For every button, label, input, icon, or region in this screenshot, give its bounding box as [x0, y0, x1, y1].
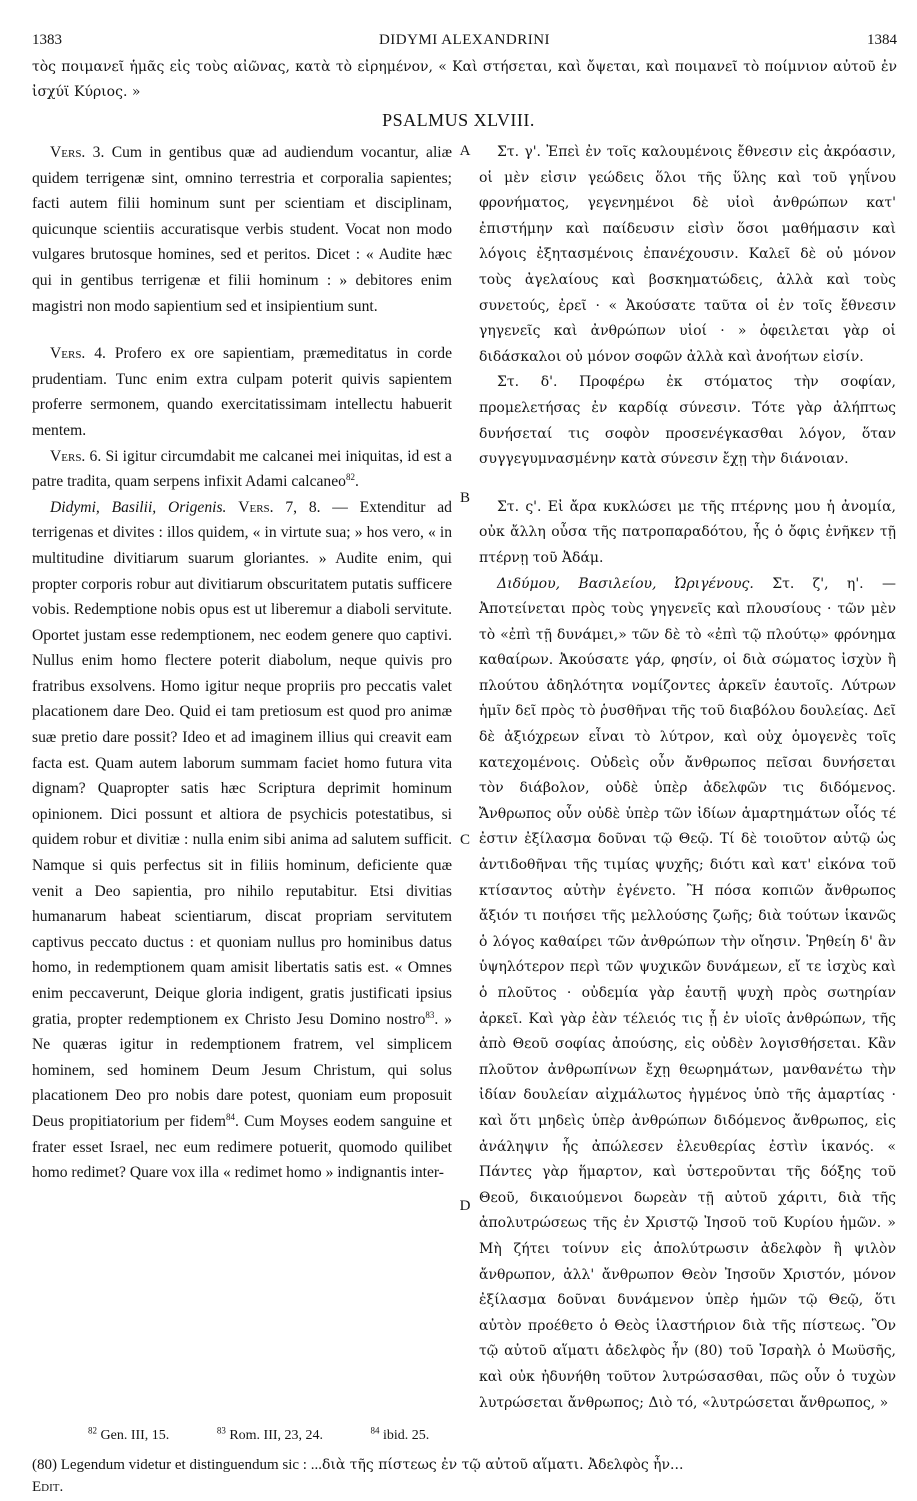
continuation-greek-text: τὸς ποιμανεῖ ἡμᾶς εἰς τοὺς αἰῶνας, κατὰ τὸ εἰρημένον, « Καὶ στήσεται, καὶ ὄψεται, καὶ ποιμανεῖ τὸ ποίμνιον αὐτοῦ ἐν ἰσχύϊ Κύριος. » [32, 59, 897, 100]
authors-label: Didymi, Basilii, Origenis. [50, 498, 227, 516]
greek-verse-3 [479, 140, 896, 370]
footnote-reference: ibid. 25. [383, 1428, 430, 1443]
latin-verse-7-8 [32, 495, 452, 1186]
verse-text: Ἐπεὶ ἐν τοῖς καλουμένοις ἔθνεσιν εἰς ἀκρόασιν, οἱ μὲν εἰσιν γεώδεις ὅλοι τῆς ὕλης καὶ τοῦ γηΐνου φρονήματος, γεγενημένοι δὲ υἱοὶ ἀνθρώπων κατ' ἐπιστήμην καὶ παίδευσιν εἰσὶν ὅσοι μαθήμασιν καὶ λόγοις ἐξητασμένοις ἐπανέχουσιν. Καλεῖ δὲ οὐ μόνον τοὺς ἀγελαίους καὶ βοσκηματώδεις, ἀλλὰ καὶ τοὺς συνετούς, ἐρεῖ · « Ἀκούσατε ταῦτα οἱ ἐν τοῖς ἔθνεσιν γηγενεῖς καὶ ἀνθρώπων υἱοί · » ὀφειλεται γὰρ οἱ διδάσκαλοι οὐ μόνον σοφῶν ἀλλὰ καὶ ἀνοήτων εἰσίν. [479, 144, 897, 365]
margin-letter-a: A [459, 143, 471, 159]
verse-label: Στ. δ'. [497, 374, 558, 391]
verse-text: — Extenditur ad terrigenas et divites : illos quidem, « in virtute sua; » hos vero, « in multitudine divitiarum suarum gloriantes. » Audite enim, qui propter corporis robur aut divitiarum obscuritatem putatis sufficere vobis. Redemptione nobis opus est ut liberemur a diaboli servitute. Oportet justam esse redemptionem, nec eodem genere quo captivi. Nullus enim homo flectere poterit diabolum, neque quivis pro fratribus exsolvens. Homo igitur neque propriis pro peccatis valet placationem dare Deo. Quid ei tam pretiosum est quod pro animæ suæ pretio dare possit? Ideo et ad imaginem illius qui creavit eam facta est. Quam autem laborum summam faciet homo futura vita dignam? Quapropter satis hæc Scriptura deprimit hominum opinionem. Dici possunt et altiora de psychicis potestatibus, si quidem robur et divitiæ : nulla enim sibi anima ad salutem sufficit. Namque si quis perfectus sit in filiis hominum, deficiente quæ venit a Deo sapientia, pro nihilo reputabitur. Etsi divitias humanarum habeat scientiarum, discat propriam servitutem captivus peccato ductus : et quoniam nullus pro hominibus datus homo, in redemptionem quam amisit libertatis satis est. « Omnes enim peccaverunt, Deique gloria indigent, gratis justificati ipsius gratia, propter redemptionem ex Christo Jesu Domino nostro [32, 498, 452, 1028]
verse-text: Εἰ ἄρα κυκλώσει με τῆς πτέρνης μου ἡ ἀνομία, οὐκ ἄλλη οὖσα τῆς πατροπαραδότου, ἧς ὁ ὄφις ἐνῆκεν τῇ πτέρνῃ τοῦ Ἀδάμ. [479, 498, 897, 566]
greek-column [479, 140, 896, 1416]
greek-verse-6 [479, 495, 896, 572]
verse-label: Vers. 7, 8. [238, 498, 321, 516]
authors-label: Διδύμου, Βασιλείου, Ὠριγένους. [497, 575, 754, 592]
verse-text: Profero ex ore sapientiam, præmeditatus in corde prudentiam. Tunc enim extra culpam poterit quivis sapientem proferre sermonem, quando exercitatissimam intellectu habuerit mentem. [32, 345, 452, 439]
verse-label: Vers. 6. [50, 447, 102, 465]
verse-label: Vers. 4. [50, 345, 106, 363]
verse-text: Si igitur circumdabit me calcanei mei iniquitas, id est a patre tradita, quam serpens infixit Adami calcaneo [32, 447, 452, 491]
editor-note-latin: (80) Legendum videtur et distinguendum sic : ... [32, 1457, 322, 1473]
editor-note-greek: διὰ τῆς πίστεως ἐν τῷ αὐτοῦ αἵματι. Ἀδελφὸς ἦν... [321, 1457, 684, 1473]
footnote-83 [216, 1425, 345, 1443]
footnote-number: 82 [88, 1425, 97, 1436]
verse-text: . » Ne quæras igitur in redemptionem fratrem, vel simplicem hominem, sed hominem Deum Jesum Christum, qui solus placationem Deo pro nobis dare potest, quoniam eum proposuit Deus propitiatorium per fidem [32, 1010, 453, 1130]
verse-label: Στ. ζ', η'. [772, 575, 864, 592]
page-number-left: 1383 [32, 32, 62, 48]
footnote-reference: Rom. III, 23, 24. [229, 1428, 324, 1443]
footnotes [88, 1425, 473, 1444]
greek-verse-7-8 [479, 572, 896, 1417]
latin-verse-3 [32, 140, 452, 319]
running-title: DIDYMI ALEXANDRINI [378, 32, 551, 48]
footnote-82 [88, 1425, 191, 1443]
verse-text: Cum in gentibus quæ ad audiendum vocantur, aliæ quidem terrigenæ sint, omnino terrestria et corporalia sapientes; facti autem filii hominum sunt per scientiam et disciplinam, quicunque scientiis accuratisque verbis student. Vocat non modo vulgares brutosque homines, sed et peritos. Dicet : « Audite hæc qui in gentibus terrigenæ et filii hominum : » debitores enim magistri non modo sapientium sed et insipientium sunt. [32, 144, 453, 315]
verse-text: — Ἀποτείνεται πρὸς τοὺς γηγενεῖς καὶ πλουσίους · τῶν μὲν τὸ «ἐπὶ τῇ δυνάμει,» τῶν δὲ τὸ «ἐπὶ τῷ πλούτῳ» φρόνημα καθαίρων. Ἀκούσατε γάρ, φησίν, οἱ διὰ σώματος ἰσχὺν ἢ πλούτου ἀδηλότητα νομίζοντες ἀρκεῖν ἑαυτοῖς. Λύτρων ἡμῖν δεῖ πρὸς τὸ ῥυσθῆναι τῆς τοῦ διαβόλου δουλείας. Δεῖ δὲ ἀξιόχρεων εἶναι τὸ λύτρον, καὶ οὐχ ὁμογενὲς τοῖς κατεχομένοις. Οὐδεὶς οὖν ἄνθρωπος πεῖσαι δυνήσεται τὸν διάβολον, οὐδὲ ὑπὲρ ἀδελφῶν τις διδόμενος. Ἄνθρωπος οὖν οὐδὲ ὑπὲρ τῶν ἰδίων ἁμαρτημάτων οἷός τέ ἐστιν ἐξίλασμα δοῦναι τῷ Θεῷ. Τί δὲ τοιοῦτον αὐτῷ ὡς ἀντιδοθῆναι τῆς τιμίας ψυχῆς; διότι καὶ κατ' εἰκόνα τοῦ κτίσαντος αὐτὴν ἐγένετο. Ἢ πόσα κοπιῶν ἄνθρωπος ἄξιόν τι ποιήσει τῆς μελλούσης ζωῆς; διὰ τούτων ἱκανῶς ὁ λόγος καθαίρει τῶν ἀνθρώπων τὴν οἴησιν. Ῥηθείη δ' ἂν ὑψηλότερον περὶ τῶν ψυχικῶν δυνάμεων, εἴ τε ἰσχὺς καὶ ὁ πλοῦτος · οὐδεμία γὰρ ἑαυτῇ ψυχὴ πρὸς σωτηρίαν ἀρκεῖ. Καὶ γὰρ ἐὰν τέλειός τις ᾖ ἐν υἱοῖς ἀνθρώπων, τῆς ἀπὸ Θεοῦ σοφίας ἀπούσης, εἰς οὐδὲν λογισθήσεται. Κἂν πλοῦτον ἀνθρωπίνων ἔχῃ θεωρημάτων, μανθανέτω τὴν ἰδίαν δουλείαν αἰχμάλωτος ἠγμένος ὑπὸ τῆς ἁμαρτίας · καὶ ὅτι μηδεὶς ὑπὲρ ἀνθρώπων διδόμενος ἄνθρωπος, εἰς ἀνάληψιν ἧς ἀπώλεσεν ἐλευθερίας ἐστὶν ἱκανός. « Πάντες γὰρ ἥμαρτον, καὶ ὑστεροῦνται τῆς δόξης τοῦ Θεοῦ, δικαιούμενοι δωρεὰν τῇ αὐτοῦ χάριτι, διὰ τῆς ἀπολυτρώσεως τῆς ἐν Χριστῷ Ἰησοῦ τοῦ Κυρίου ἡμῶν. » Μὴ ζήτει τοίνυν εἰς ἀπολύτρωσιν ἀδελφὸν ἢ ψιλὸν ἄνθρωπον, ἀλλ' ἄνθρωπον Θεὸν Ἰησοῦν Χριστόν, μόνον ἐξίλασμα δοῦναι δυνάμενον ὑπὲρ ἡμῶν τῷ Θεῷ, ὅτι αὐτὸν προέθετο ὁ Θεὸς ἱλαστήριον διὰ τῆς πίστεως. Ὃν τῷ αὐτοῦ αἵματι ἀδελφὸς ἦν (80) τοῦ Ἰσραὴλ ὁ Μωϋσῆς, καὶ οὐκ ἠδυνήθη τοῦτον λυτρώσασθαι, πῶς οὖν ὁ τυχὼν λυτρώσεται ἄνθρωπος; Διὸ τό, «λυτρώσεται ἄνθρωπος, » [479, 575, 897, 1411]
margin-letter-c: C [459, 832, 470, 848]
verse-label: Vers. 3. [50, 144, 105, 161]
latin-verse-4 [32, 341, 452, 443]
latin-column [32, 140, 452, 1186]
margin-letter-b: B [459, 490, 470, 506]
psalm-title: PSALMUS XLVIII. [382, 110, 535, 130]
margin-letter-d: D [459, 1198, 471, 1214]
footnote-84 [370, 1425, 452, 1443]
footnote-ref-84: 84 [226, 1111, 236, 1122]
greek-verse-4 [479, 370, 896, 472]
page-number-right: 1384 [867, 32, 897, 48]
running-head [32, 32, 897, 54]
verse-text: Προφέρω ἐκ στόματος τὴν σοφίαν, προμελετήσας ἐν καρδίᾳ σύνεσιν. Τότε γὰρ ἀλήπτως δυνήσεταί τις σοφὸν προσενέγκασθαι λόγον, ὅταν συγγεγυμνασμένην κατὰ σύνεσιν ἔχῃ τὴν διάνοιαν. [479, 374, 896, 468]
verse-label: Στ. γ'. [497, 144, 542, 160]
footnote-reference: Gen. III, 15. [100, 1428, 170, 1443]
verse-label: Στ. ς'. [497, 498, 542, 515]
latin-verse-6: Vers. 6. Si igitur circumdabit me calcanei mei iniquitas, id est a patre tradita, quam serpens infixit Adami calcaneo$^{82}$. [32, 447, 452, 491]
verse-text: . Cum Moyses eodem sanguine et frater esset Israel, nec eum redimere potuerit, quomodo quilibet homo redimet? Quare vox illa « redimet homo » indignantis inter- [32, 1112, 452, 1182]
footnote-number: 84 [370, 1425, 380, 1436]
footnote-number: 83 [216, 1425, 226, 1436]
editor-note [32, 1454, 897, 1498]
footnote-ref-83: 83 [425, 1009, 435, 1020]
editor-signature: Edit. [32, 1479, 64, 1495]
footnote-ref-82: 82 [345, 471, 355, 482]
